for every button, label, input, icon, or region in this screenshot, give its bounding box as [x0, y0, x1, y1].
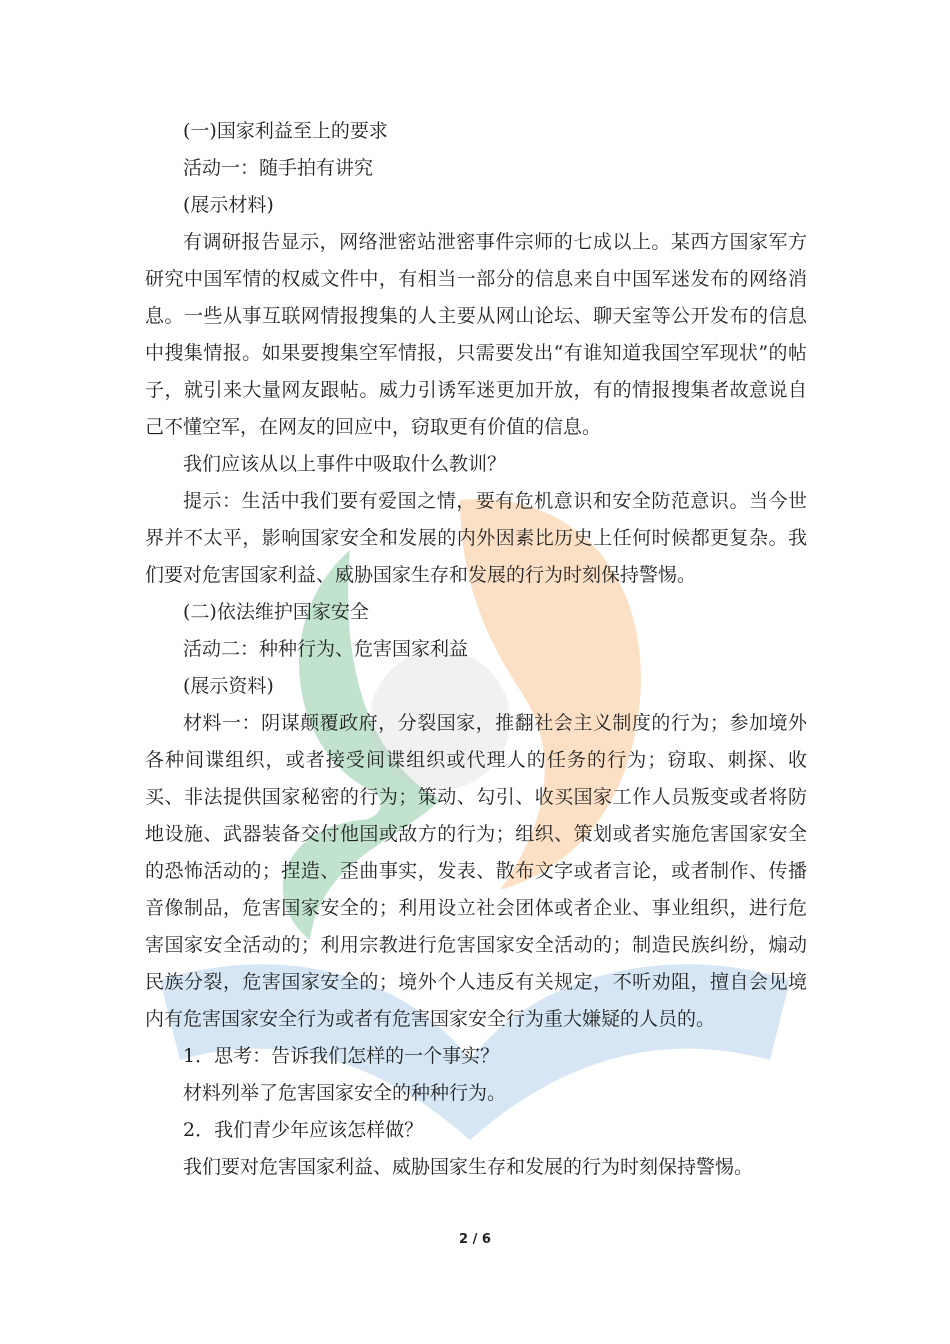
answer-2: 我们要对危害国家利益、威胁国家生存和发展的行为时刻保持警惕。 — [183, 1156, 754, 1178]
paragraph-hint: 提示：生活中我们要有爱国之情，要有危机意识和安全防范意识。当今世界并不太平，影响国家安全和发展的内外因素比历史上任何时候都更复杂。我们要对危害国家利益、威胁国家生存和发展的行为时刻保持警惕。 — [145, 490, 807, 586]
question-2: 2．我们青少年应该怎样做？ — [183, 1119, 424, 1141]
activity-title-1: 活动一：随手拍有讲究 — [183, 157, 374, 179]
section-heading-2: (二)依法维护国家安全 — [183, 601, 369, 623]
material-label-1: (展示材料) — [183, 194, 274, 216]
question-lesson: 我们应该从以上事件中吸取什么教训？ — [183, 453, 507, 475]
answer-1: 材料列举了危害国家安全的种种行为。 — [183, 1082, 507, 1104]
section-heading-1: (一)国家利益至上的要求 — [183, 120, 388, 142]
paragraph-material-one: 材料一：阴谋颠覆政府，分裂国家，推翻社会主义制度的行为；参加境外各种间谍组织，或者接受间谍组织或代理人的任务的行为；窃取、刺探、收买、非法提供国家秘密的行为；策动、勾引、收买国家工作人员叛变或者将防地设施、武器装备交付他国或敌方的行为；组织、策划或者实施危害国家安全的恐怖活动的；捏造、歪曲事实，发表、散布文字或者言论，或者制作、传播音像制品，危害国家安全的；利用设立社会团体或者企业、事业组织，进行危害国家安全活动的；利用宗教进行危害国家安全活动的；制造民族纠纷，煽动民族分裂，危害国家安全的；境外个人违反有关规定，不听劝阻，擅自会见境内有危害国家安全行为或者有危害国家安全行为重大嫌疑的人员的。 — [145, 712, 807, 1030]
question-1: 1．思考：告诉我们怎样的一个事实？ — [183, 1045, 500, 1067]
page-number: 2 / 6 — [459, 1232, 491, 1247]
paragraph-report: 有调研报告显示，网络泄密站泄密事件宗师的七成以上。某西方国家军方研究中国军情的权威文件中，有相当一部分的信息来自中国军迷发布的网络消息。一些从事互联网情报搜集的人主要从网山论坛、聊天室等公开发布的信息中搜集情报。如果要搜集空军情报，只需要发出“有谁知道我国空军现状”的帖子，就引来大量网友跟帖。威力引诱军迷更加开放，有的情报搜集者故意说自己不懂空军，在网友的回应中，窃取更有价值的信息。 — [145, 231, 807, 438]
activity-title-2: 活动二：种种行为、危害国家利益 — [183, 638, 469, 660]
document-body — [145, 113, 807, 1186]
material-label-2: (展示资料) — [183, 675, 274, 697]
